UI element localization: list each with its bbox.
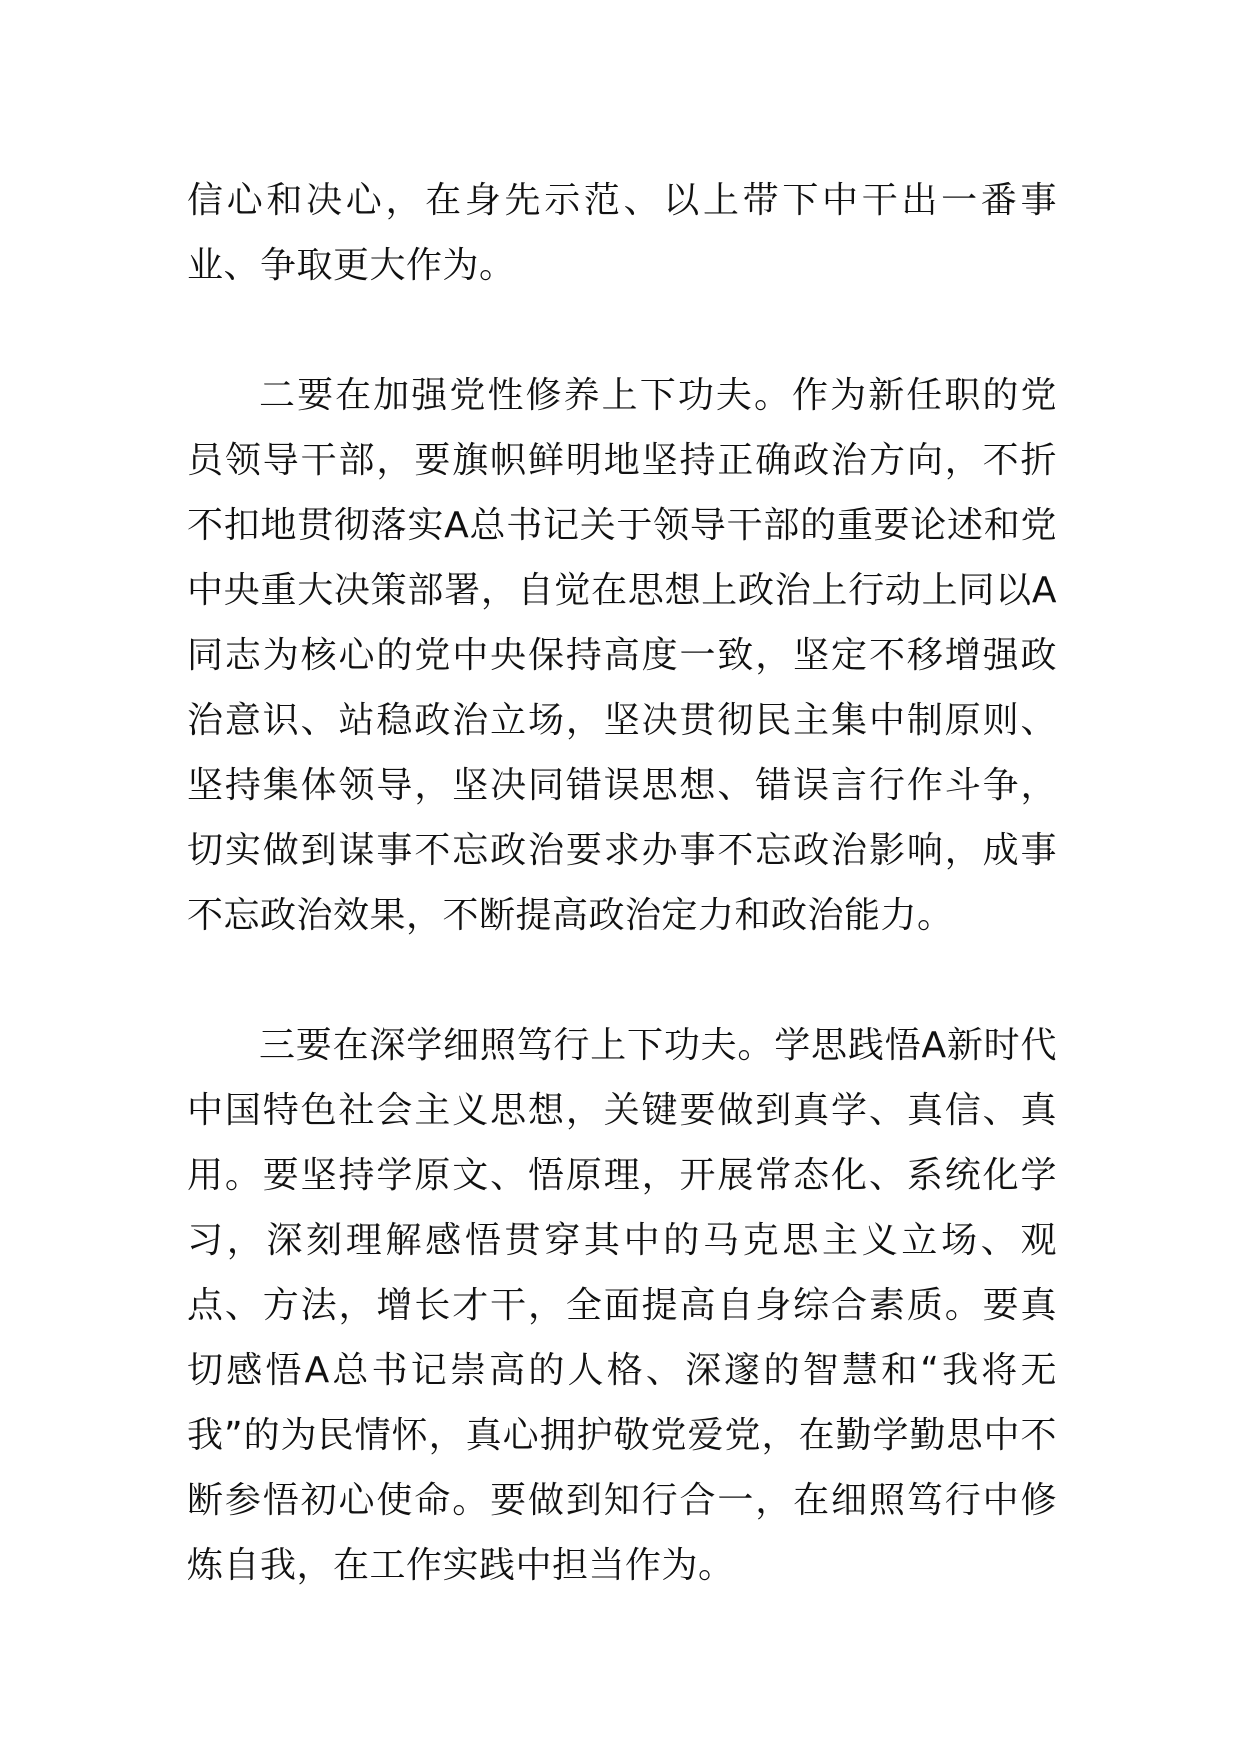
paragraph-continuation: 信心和决心，在身先示范、以上带下中干出一番事业、争取更大作为。 (187, 180, 1057, 286)
document-body (187, 168, 1057, 1663)
paragraph-point-three: 三要在深学细照笃行上下功夫。学思践悟A新时代中国特色社会主义思想，关键要做到真学、真信、真用。要坚持学原文、悟原理，开展常态化、系统化学习，深刻理解感悟贯穿其中的马克思主义立场、观点、方法，增长才干，全面提高自身综合素质。要真切感悟A总书记崇高的人格、深邃的智慧和“我将无我”的为民情怀，真心拥护敬党爱党，在勤学勤思中不断参悟初心使命。要做到知行合一，在细照笃行中修炼自我，在工作实践中担当作为。 (187, 1025, 1057, 1586)
paragraph-point-two: 二要在加强党性修养上下功夫。作为新任职的党员领导干部，要旗帜鲜明地坚持正确政治方向，不折不扣地贯彻落实A总书记关于领导干部的重要论述和党中央重大决策部署，自觉在思想上政治上行动上同以A同志为核心的党中央保持高度一致，坚定不移增强政治意识、站稳政治立场，坚决贯彻民主集中制原则、坚持集体领导，坚决同错误思想、错误言行作斗争，切实做到谋事不忘政治要求办事不忘政治影响，成事不忘政治效果，不断提高政治定力和政治能力。 (187, 375, 1057, 936)
